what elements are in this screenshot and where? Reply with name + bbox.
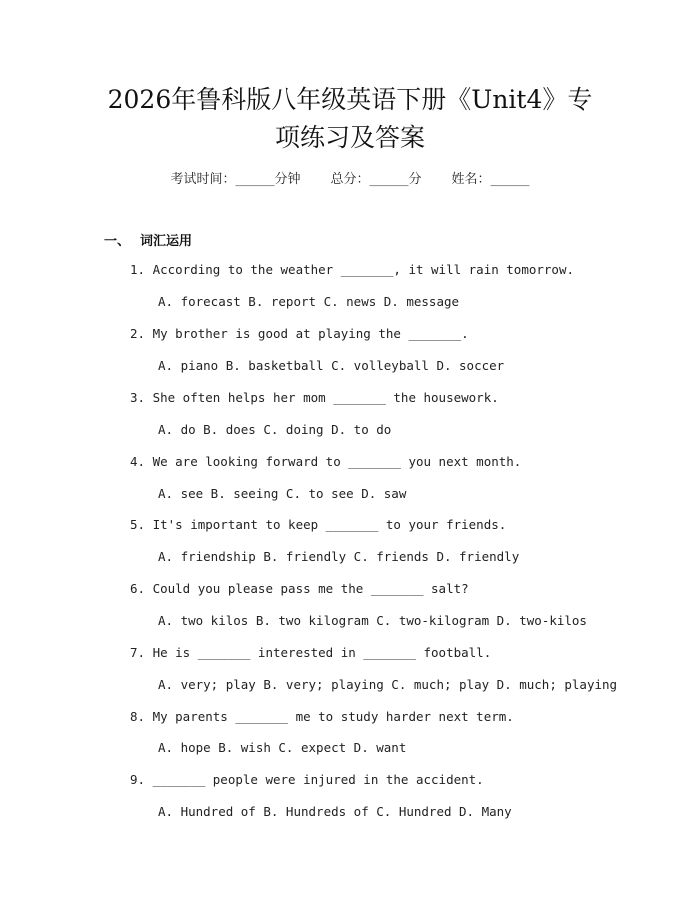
- question-options: A. forecast B. report C. news D. message: [158, 294, 460, 309]
- document-title-line-1: 2026年鲁科版八年级英语下册《Unit4》专: [107, 85, 593, 114]
- section-heading: [104, 230, 192, 249]
- question-options: A. Hundred of B. Hundreds of C. Hundred D. Many: [158, 804, 512, 819]
- question-stem: 4. We are looking forward to _______ you next month.: [130, 454, 522, 469]
- question-stem: 9. _______ people were injured in the accident.: [130, 772, 484, 787]
- student-name-field: 姓名：______: [451, 172, 530, 187]
- question-options: A. hope B. wish C. expect D. want: [158, 740, 407, 755]
- question-stem: 7. He is _______ interested in _______ football.: [130, 645, 492, 660]
- question-options: A. very; play B. very; playing C. much; play D. much; playing: [158, 677, 618, 692]
- exam-meta-line: [0, 168, 700, 187]
- question-options: A. piano B. basketball C. volleyball D. soccer: [158, 358, 505, 373]
- question-stem: 3. She often helps her mom _______ the housework.: [130, 390, 499, 405]
- question-stem: 1. According to the weather _______, it will rain tomorrow.: [130, 262, 575, 277]
- total-score-field: 总分：______分: [330, 172, 422, 187]
- section-title: 词汇运用: [140, 234, 193, 249]
- document-title-line-2: 项练习及答案: [274, 123, 425, 152]
- question-options: A. friendship B. friendly C. friends D. friendly: [158, 549, 520, 564]
- question-stem: 6. Could you please pass me the _______ salt?: [130, 581, 469, 596]
- question-options: A. see B. seeing C. to see D. saw: [158, 486, 407, 501]
- question-stem: 2. My brother is good at playing the _______.: [130, 326, 469, 341]
- question-stem: 8. My parents _______ me to study harder next term.: [130, 709, 514, 724]
- question-stem: 5. It's important to keep _______ to your friends.: [130, 517, 507, 532]
- question-options: A. do B. does C. doing D. to do: [158, 422, 392, 437]
- section-number: 一、: [104, 234, 131, 249]
- question-options: A. two kilos B. two kilogram C. two-kilogram D. two-kilos: [158, 613, 587, 628]
- exam-time-field: 考试时间：______分钟: [170, 172, 301, 187]
